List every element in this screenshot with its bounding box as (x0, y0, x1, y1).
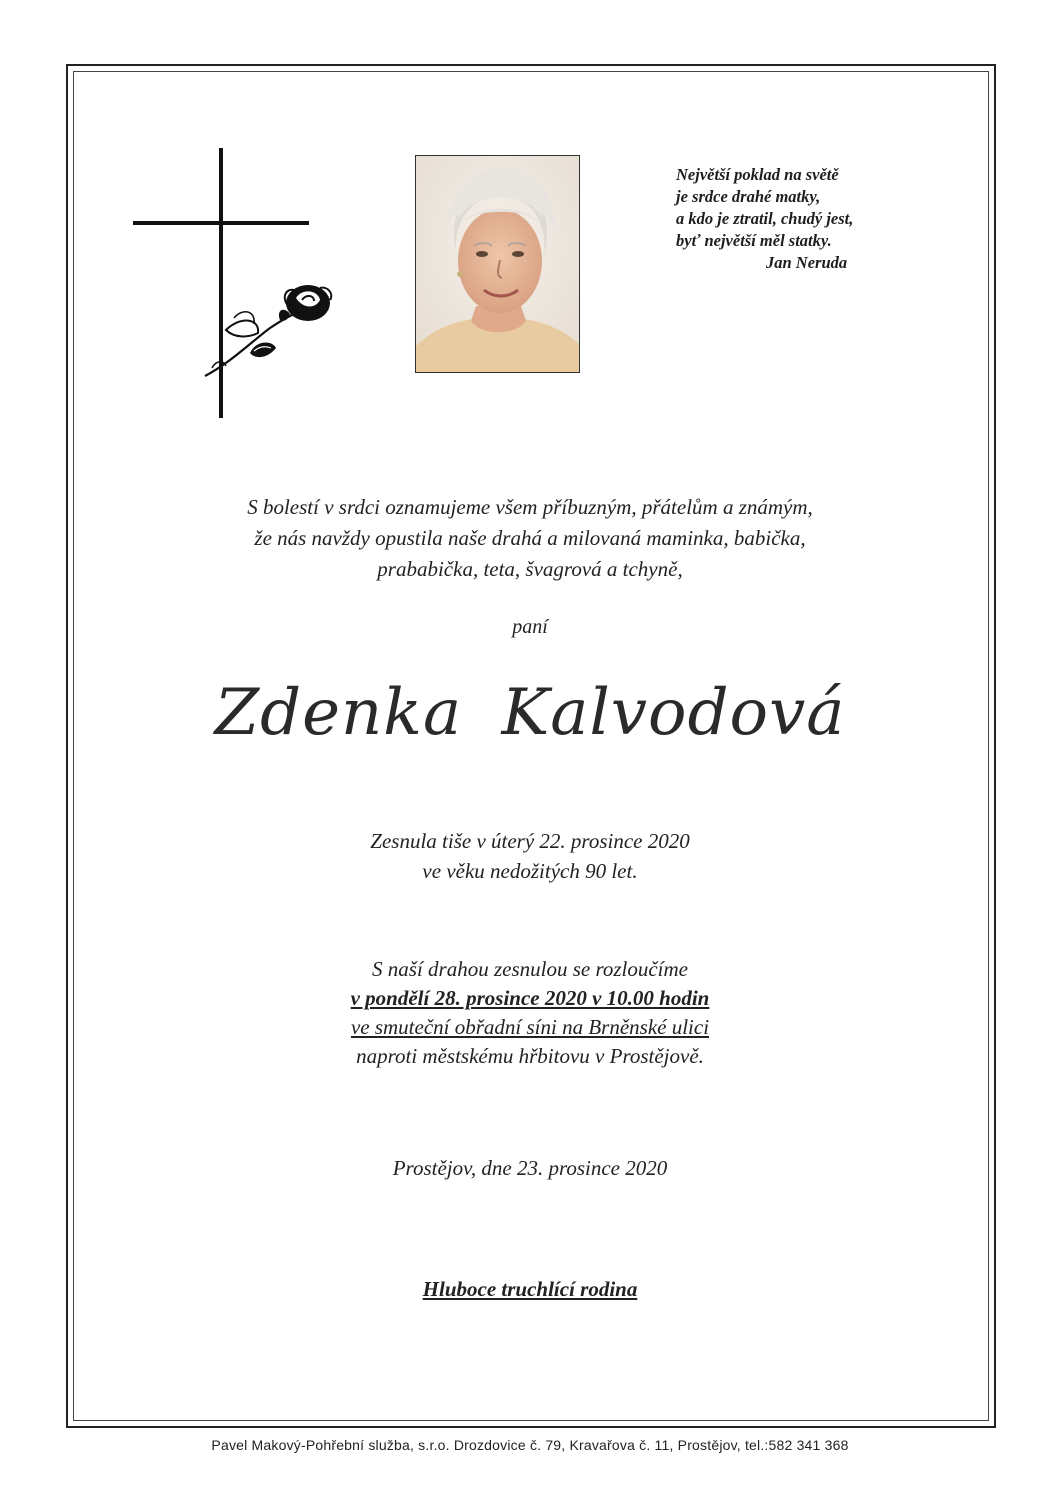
farewell-info (80, 955, 980, 1071)
farewell-location: naproti městskému hřbitovu v Prostějově. (356, 1044, 704, 1068)
deceased-name: Zdenka Kalvodová (214, 676, 846, 750)
quote-line: je srdce drahé matky, (676, 187, 821, 206)
death-info (80, 826, 980, 886)
announcement-text (80, 492, 980, 585)
farewell-datetime: v pondělí 28. prosince 2020 v 10.00 hodin (350, 986, 710, 1010)
quote-block (676, 164, 936, 274)
death-line: ve věku nedožitých 90 let. (422, 859, 638, 883)
family-signature: Hluboce truchlící rodina (422, 1277, 638, 1301)
quote-line: byť největší měl statky. (676, 231, 832, 250)
announcement-line: že nás navždy opustila naše drahá a milovaná maminka, babička, (254, 526, 806, 550)
portrait-photo (415, 155, 580, 373)
announcement-line: prababička, teta, švagrová a tchyně, (377, 557, 683, 581)
funeral-service-footer: Pavel Makový-Pohřební služba, s.r.o. Drozdovice č. 79, Kravařova č. 11, Prostějov, tel.:582 341 368 (211, 1437, 849, 1453)
farewell-intro: S naší drahou zesnulou se rozloučíme (372, 957, 688, 981)
quote-author: Jan Neruda (766, 253, 848, 272)
death-line: Zesnula tiše v úterý 22. prosince 2020 (370, 829, 690, 853)
quote-line: Největší poklad na světě (676, 165, 839, 184)
farewell-place: ve smuteční obřadní síni na Brněnské ulici (350, 1015, 710, 1039)
cross-with-rose-icon (130, 148, 350, 420)
honorific: paní (512, 616, 548, 638)
announcement-line: S bolestí v srdci oznamujeme všem příbuzným, přátelům a známým, (247, 495, 813, 519)
place-date: Prostějov, dne 23. prosince 2020 (392, 1156, 668, 1180)
quote-line: a kdo je ztratil, chudý jest, (676, 209, 854, 228)
